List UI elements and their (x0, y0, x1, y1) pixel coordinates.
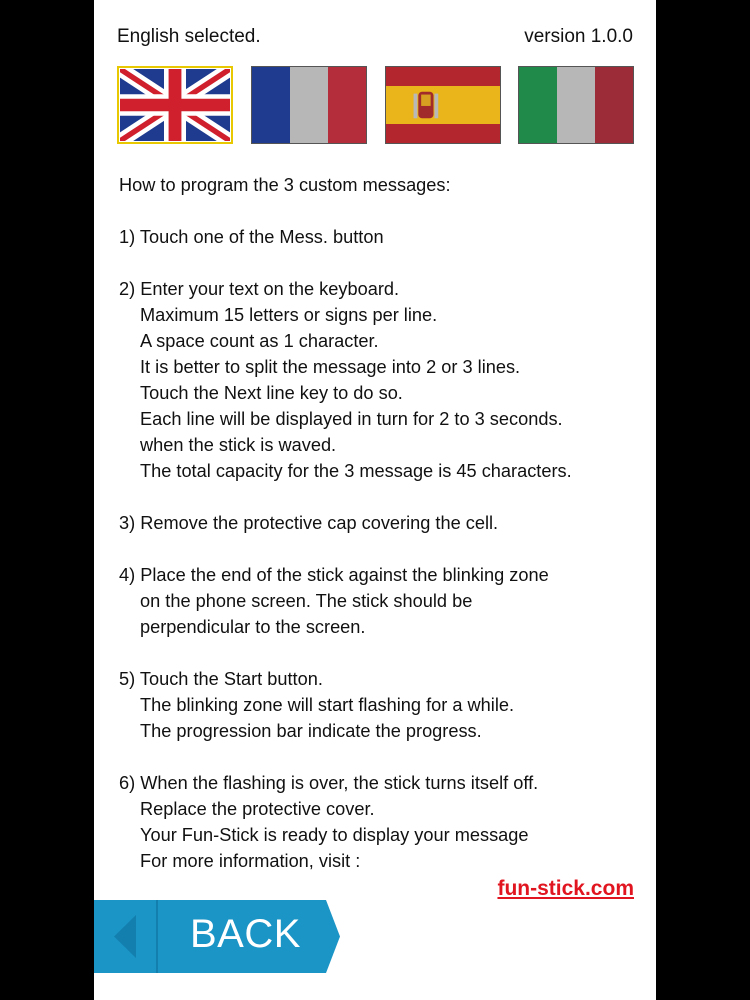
flag-french-button[interactable] (251, 66, 367, 144)
flag-italian-button[interactable] (518, 66, 634, 144)
uk-flag-icon (120, 69, 230, 141)
step-6-line: 6) When the flashing is over, the stick turns itself off. (119, 773, 539, 793)
spain-flag-icon (386, 67, 500, 143)
step-4-line: 4) Place the end of the stick against the blinking zone (119, 565, 549, 585)
step-2-line: when the stick is waved. (140, 435, 337, 455)
france-flag-icon (252, 67, 366, 143)
step-5-line: 5) Touch the Start button. (119, 669, 323, 689)
step-2-line: It is better to split the message into 2 or 3 lines. (140, 357, 521, 377)
step-1-line: 1) Touch one of the Mess. button (119, 227, 384, 247)
step-2-line: Touch the Next line key to do so. (140, 383, 403, 403)
step-6-line: Your Fun-Stick is ready to display your message (140, 825, 529, 845)
step-3-line: 3) Remove the protective cap covering the cell. (119, 513, 499, 533)
step-2-line: 2) Enter your text on the keyboard. (119, 279, 400, 299)
back-button-label: BACK (190, 912, 301, 956)
language-status: English selected. (117, 26, 261, 47)
back-button[interactable] (94, 900, 344, 973)
step-6-line: Replace the protective cover. (140, 799, 375, 819)
step-5-line: The blinking zone will start flashing for a while. (140, 695, 515, 715)
version-label: version 1.0.0 (524, 26, 633, 47)
instructions-title: How to program the 3 custom messages: (119, 175, 451, 195)
step-2-line: A space count as 1 character. (140, 331, 379, 351)
instructions (119, 172, 649, 874)
step-5-line: The progression bar indicate the progress. (140, 721, 482, 741)
step-2-line: Each line will be displayed in turn for 2 to 3 seconds. (140, 409, 563, 429)
flag-spanish-button[interactable] (385, 66, 501, 144)
italy-flag-icon (519, 67, 633, 143)
step-4-line: perpendicular to the screen. (140, 617, 366, 637)
step-4-line: on the phone screen. The stick should be (140, 591, 473, 611)
flag-english-button[interactable] (117, 66, 233, 144)
step-6-line: For more information, visit : (140, 851, 361, 871)
step-2-line: The total capacity for the 3 message is 45 characters. (140, 461, 572, 481)
website-link[interactable]: fun-stick.com (497, 877, 634, 900)
step-2-line: Maximum 15 letters or signs per line. (140, 305, 438, 325)
help-screen (94, 0, 656, 1000)
